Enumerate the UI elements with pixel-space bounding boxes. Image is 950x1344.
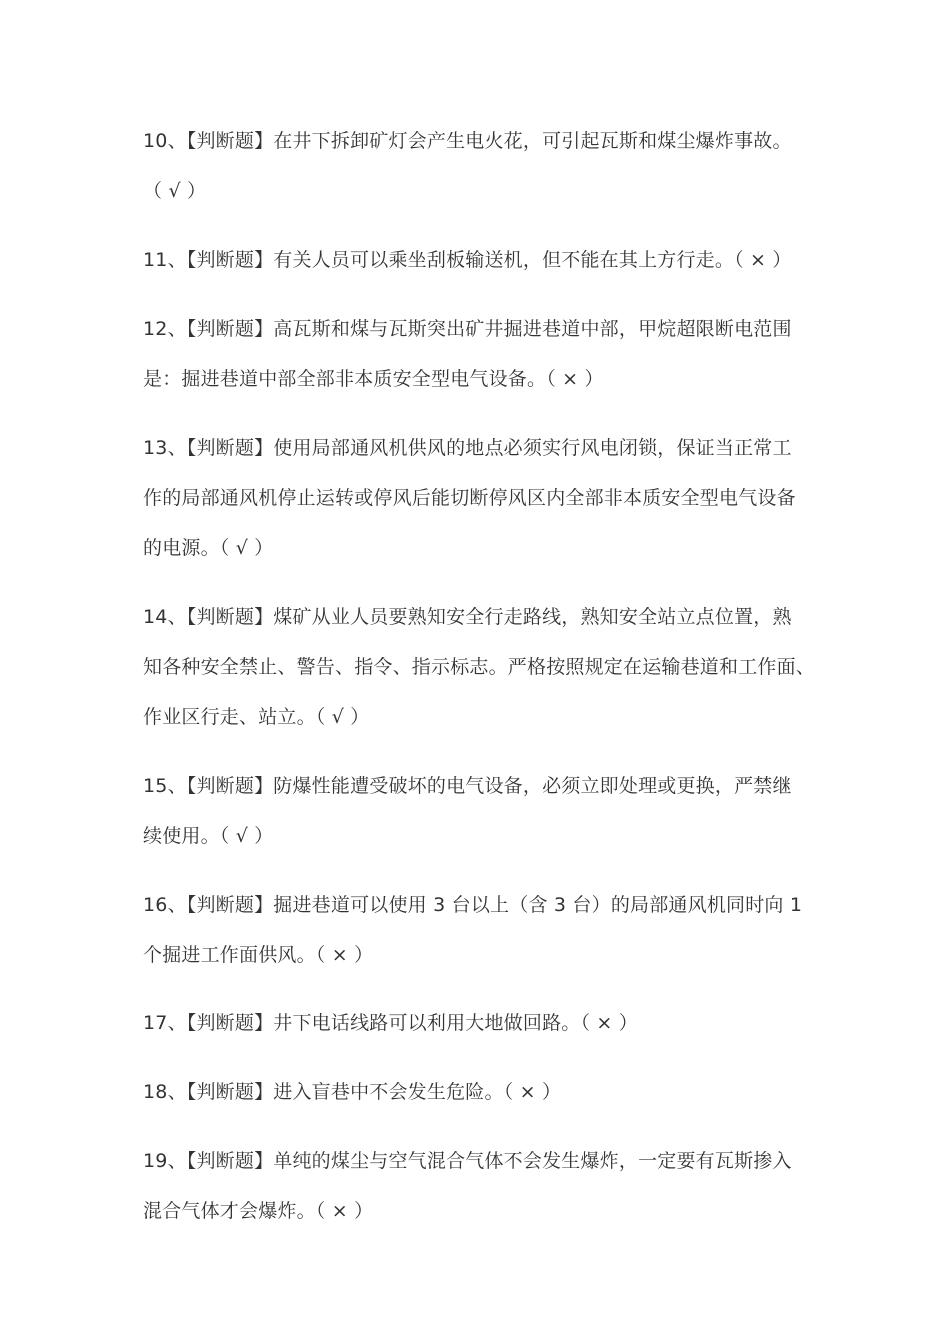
question-19-line-1: 19、【判断题】单纯的煤尘与空气混合气体不会发生爆炸，一定要有瓦斯掺入 xyxy=(143,1150,792,1172)
question-13-line-3: 的电源。（ √ ） xyxy=(143,537,274,559)
question-11-line-1: 11、【判断题】有关人员可以乘坐刮板输送机，但不能在其上方行走。（ × ） xyxy=(143,249,792,271)
question-15-line-1: 15、【判断题】防爆性能遭受破坏的电气设备，必须立即处理或更换，严禁继 xyxy=(143,775,792,797)
question-12-line-2: 是：掘进巷道中部全部非本质安全型电气设备。（ × ） xyxy=(143,368,604,390)
question-13-line-1: 13、【判断题】使用局部通风机供风的地点必须实行风电闭锁，保证当正常工 xyxy=(143,437,792,459)
question-17-line-1: 17、【判断题】井下电话线路可以利用大地做回路。（ × ） xyxy=(143,1012,638,1034)
question-12-line-1: 12、【判断题】高瓦斯和煤与瓦斯突出矿井掘进巷道中部，甲烷超限断电范围 xyxy=(143,318,792,340)
question-14-line-3: 作业区行走、站立。（ √ ） xyxy=(143,706,370,728)
question-18-line-1: 18、【判断题】进入盲巷中不会发生危险。（ × ） xyxy=(143,1081,562,1103)
question-14-line-2: 知各种安全禁止、警告、指令、指示标志。严格按照规定在运输巷道和工作面、 xyxy=(143,656,816,678)
question-19-line-2: 混合气体才会爆炸。（ × ） xyxy=(143,1200,374,1222)
question-16-line-2: 个掘进工作面供风。（ × ） xyxy=(143,944,374,966)
question-15-line-2: 续使用。（ √ ） xyxy=(143,825,274,847)
question-13-line-2: 作的局部通风机停止运转或停风后能切断停风区内全部非本质安全型电气设备 xyxy=(143,487,796,509)
question-10-line-1: 10、【判断题】在井下拆卸矿灯会产生电火花，可引起瓦斯和煤尘爆炸事故。 xyxy=(143,130,792,152)
question-16-line-1: 16、【判断题】掘进巷道可以使用 3 台以上（含 3 台）的局部通风机同时向 1 xyxy=(143,894,803,916)
question-14-line-1: 14、【判断题】煤矿从业人员要熟知安全行走路线，熟知安全站立点位置，熟 xyxy=(143,606,792,628)
question-10-line-2: （ √ ） xyxy=(143,180,207,202)
